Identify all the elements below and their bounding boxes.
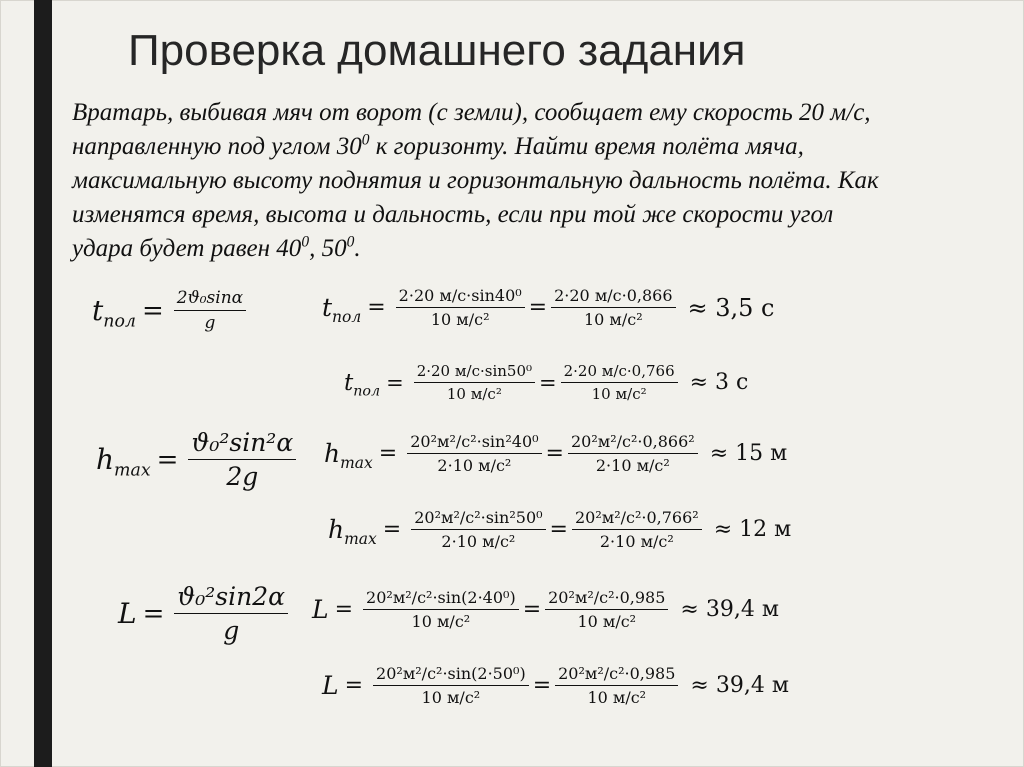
- formula-result: ≈ 39,4 м: [690, 673, 789, 698]
- problem-text: направленную под углом 30: [72, 133, 362, 160]
- fraction-numerator: 2ϑ₀sinα: [174, 288, 246, 311]
- fraction-numerator: 20²м²/с²·0,766²: [572, 508, 702, 530]
- fraction-denominator: 10 м/с²: [591, 385, 647, 403]
- fraction-denominator: 10 м/с²: [446, 385, 502, 403]
- problem-line: [72, 130, 1002, 164]
- fraction-numerator: 20²м²/с²·0,985: [545, 588, 668, 610]
- slide-title: Проверка домашнего задания: [128, 26, 746, 75]
- lhs-symbol: h: [324, 439, 341, 468]
- fraction: [561, 362, 678, 403]
- fraction-numerator: 20²м²/с²·sin²50⁰: [411, 508, 545, 530]
- problem-text: , 50: [309, 235, 347, 262]
- formula-flight-time-50: [344, 362, 748, 403]
- lhs-symbol: h: [328, 515, 345, 544]
- fraction: [174, 288, 246, 333]
- equals-sign: =: [382, 517, 402, 542]
- equals-sign: =: [532, 673, 552, 698]
- formula-max-height-general: [96, 428, 300, 491]
- fraction: [188, 428, 296, 491]
- equals-sign: =: [334, 597, 354, 622]
- fraction: [174, 582, 288, 645]
- fraction: [572, 508, 702, 551]
- problem-text: удара будет равен 40: [72, 235, 302, 262]
- problem-line: Вратарь, выбивая мяч от ворот (с земли), сообщает ему скорость 20 м/с,: [72, 99, 871, 126]
- formula-result: ≈ 39,4 м: [680, 597, 779, 622]
- fraction-denominator: 10 м/с²: [430, 310, 490, 329]
- problem-text: .: [354, 235, 361, 262]
- fraction-numerator: ϑ₀²sin²α: [188, 428, 296, 460]
- degree-mark: 0: [301, 233, 310, 251]
- lhs-symbol: t: [344, 369, 354, 396]
- fraction-denominator: 2·10 м/с²: [599, 532, 674, 551]
- fraction-denominator: 10 м/с²: [411, 612, 471, 631]
- lhs-symbol: t: [322, 293, 333, 322]
- fraction-numerator: 20²м²/с²·sin(2·40⁰): [363, 588, 519, 610]
- equals-sign: =: [522, 597, 542, 622]
- formula-lhs: [344, 369, 381, 400]
- fraction-denominator: g: [223, 616, 240, 645]
- fraction-numerator: 20²м²/с²·sin²40⁰: [407, 432, 541, 454]
- lhs-subscript: пол: [103, 311, 136, 332]
- fraction-numerator: 20²м²/с²·0,866²: [568, 432, 698, 454]
- equals-sign: =: [549, 517, 568, 542]
- fraction-denominator: 2·10 м/с²: [595, 456, 670, 475]
- equals-sign: =: [344, 673, 364, 698]
- lhs-subscript: пол: [332, 308, 362, 326]
- fraction-denominator: 2·10 м/с²: [437, 456, 512, 475]
- formula-flight-time-general: [92, 288, 250, 333]
- formula-result: ≈ 15 м: [709, 441, 788, 466]
- fraction: [407, 432, 541, 475]
- formula-lhs: [324, 439, 373, 472]
- fraction: [363, 588, 519, 631]
- formula-range-40: [312, 588, 779, 631]
- problem-statement: [72, 96, 1002, 266]
- formula-lhs: [96, 443, 151, 481]
- fraction: [396, 286, 525, 329]
- equals-sign: =: [142, 598, 165, 629]
- lhs-subscript: пол: [353, 383, 381, 400]
- lhs-subscript: max: [344, 530, 377, 548]
- fraction-denominator: 10 м/с²: [577, 612, 637, 631]
- formula-flight-time-40: [322, 286, 775, 329]
- formula-lhs: [322, 293, 362, 326]
- fraction: [568, 432, 698, 475]
- equals-sign: =: [539, 370, 557, 395]
- problem-text: к горизонту. Найти время полёта мяча,: [369, 133, 804, 160]
- fraction-numerator: 2·20 м/с·sin40⁰: [396, 286, 525, 308]
- fraction: [551, 286, 675, 329]
- fraction: [414, 362, 535, 403]
- formula-lhs: [328, 515, 377, 548]
- formula-range-50: [322, 664, 789, 707]
- fraction: [545, 588, 668, 631]
- fraction-denominator: 10 м/с²: [583, 310, 643, 329]
- formula-lhs: L: [312, 595, 329, 624]
- fraction-numerator: 2·20 м/с·0,866: [551, 286, 675, 308]
- fraction-denominator: 2g: [226, 462, 259, 491]
- fraction-denominator: 10 м/с²: [587, 688, 647, 707]
- fraction-numerator: 20²м²/с²·sin(2·50⁰): [373, 664, 529, 686]
- lhs-symbol: t: [92, 294, 104, 327]
- fraction-numerator: ϑ₀²sin2α: [174, 582, 288, 614]
- lhs-subscript: max: [340, 454, 373, 472]
- fraction-denominator: 10 м/с²: [421, 688, 481, 707]
- formula-lhs: [92, 294, 136, 332]
- fraction-numerator: 20²м²/с²·0,985: [555, 664, 678, 686]
- fraction: [373, 664, 529, 707]
- fraction-numerator: 2·20 м/с·sin50⁰: [414, 362, 535, 383]
- formula-result: ≈ 3 с: [689, 370, 749, 395]
- equals-sign: =: [367, 295, 386, 320]
- lhs-subscript: max: [114, 460, 151, 481]
- formula-max-height-50: [328, 508, 791, 551]
- degree-mark: 0: [361, 131, 370, 149]
- lhs-symbol: h: [96, 443, 115, 476]
- formula-result: ≈ 12 м: [713, 517, 792, 542]
- formula-max-height-40: [324, 432, 787, 475]
- formula-lhs: L: [118, 597, 137, 630]
- equals-sign: =: [378, 441, 398, 466]
- problem-line: [72, 232, 1002, 266]
- formula-lhs: L: [322, 671, 339, 700]
- equals-sign: =: [545, 441, 564, 466]
- fraction-denominator: 2·10 м/с²: [441, 532, 516, 551]
- equals-sign: =: [528, 295, 548, 320]
- fraction: [411, 508, 545, 551]
- formula-result: ≈ 3,5 с: [687, 293, 775, 322]
- equals-sign: =: [141, 295, 164, 326]
- fraction-denominator: g: [204, 313, 216, 333]
- fraction: [555, 664, 678, 707]
- problem-line: изменятся время, высота и дальность, если при той же скорости угол: [72, 201, 834, 228]
- equals-sign: =: [386, 370, 404, 395]
- accent-bar: [34, 0, 52, 767]
- problem-line: максимальную высоту поднятия и горизонтальную дальность полёта. Как: [72, 167, 879, 194]
- degree-mark: 0: [346, 233, 355, 251]
- fraction-numerator: 2·20 м/с·0,766: [561, 362, 678, 383]
- formula-range-general: [118, 582, 292, 645]
- equals-sign: =: [156, 444, 179, 475]
